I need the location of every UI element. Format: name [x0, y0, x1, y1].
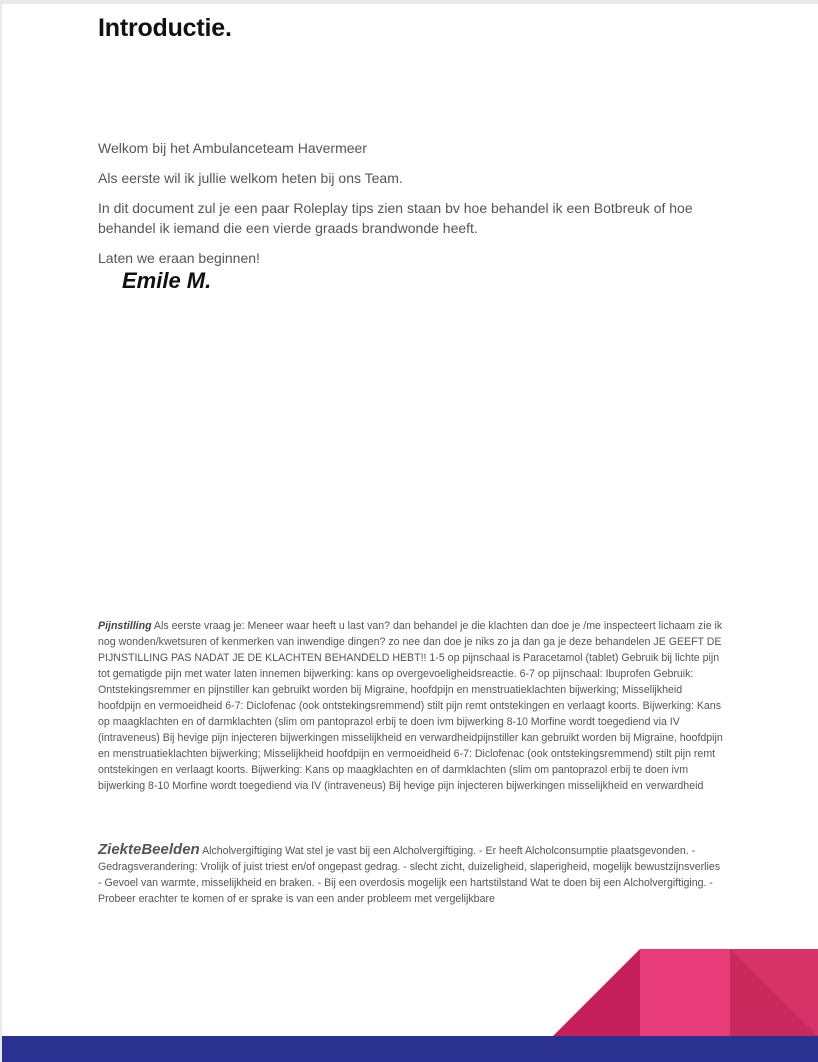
- intro-start: Laten we eraan beginnen!: [98, 250, 260, 266]
- page-title: Introductie.: [98, 14, 232, 42]
- intro-greeting: Als eerste wil ik jullie welkom heten bij ons Team.: [98, 170, 403, 186]
- ziektebeelden-label: ZiekteBeelden: [98, 841, 200, 858]
- deco-dark-triangle: [553, 949, 640, 1036]
- intro-welcome: Welkom bij het Ambulanceteam Havermeer: [98, 140, 367, 156]
- pijnstilling-text: Als eerste vraag je: Meneer waar heeft u last van? dan behandel je die klachten dan doe je /me inspecteert lichaam zie ik nog wonden/kwetsuren of kenmerken van inwendige dingen? zo nee dan doe je niks zo ja dan ga je deze behandelen JE GEEFT DE PIJNSTILLING PAS NADAT JE DE KLACHTEN BEHANDELD HEBT!! 1-5 op pijnschaal is Paracetamol (tablet) Gebruik bij lichte pijn tot gematigde pijn met water laten innemen bijwerking: kans op overgevoeligheidsreactie. 6-7 op pijnschaal: Ibuprofen Gebruik: Ontstekingsremmer en pijnstiller kan gebruikt worden bij Migraine, hoofdpijn en menstruatieklachten bijwerking; Misselijkheid hoofdpijn en vermoeidheid 6-7: Diclofenac (ook ontstekingsremmend) stilt pijn remt ontstekingen en verlaagt koorts. Bijwerking: Kans op maagklachten en of darmklachten (slim om pantoprazol erbij te doen ivm bijwerking 8-10 Morfine wordt toegediend via IV (intraveneus) Bij hevige pijn injecteren bijwerkingen misselijkheid en verwardheidpijnstiller kan gebruikt worden bij Migraine, hoofdpijn en menstruatieklachten bijwerking; Misselijkheid hoofdpijn en vermoeidheid 6-7: Diclofenac (ook ontstekingsremmend) stilt pijn remt ontstekingen en verlaagt koorts. Bijwerking: Kans op maagklachten en of darmklachten (slim om pantoprazol erbij te doen ivm bijwerking 8-10 Morfine wordt toegediend via IV (intraveneus) Bij hevige pijn injecteren bijwerkingen misselijkheid en verwardheid: [98, 620, 723, 792]
- footer-bar: [2, 1036, 818, 1062]
- document-page: [2, 4, 818, 1062]
- deco-mid-block: [640, 949, 730, 1036]
- pijnstilling-label: Pijnstilling: [98, 620, 152, 632]
- footer-decoration: [2, 4, 818, 1062]
- intro-description: In dit document zul je een paar Roleplay tips zien staan bv hoe behandel ik een Botbreuk of hoe behandel ik iemand die een vierde graads brandwonde heeft.: [98, 200, 693, 236]
- ziektebeelden-text: Alcholvergiftiging Wat stel je vast bij een Alcholvergiftiging. - Er heeft Alcholconsumptie plaatsgevonden. - Gedragsverandering: Vrolijk of juist triest en/of ongepast gedrag. - slecht zicht, duizeligheid, slaperigheid, mogelijk bewustzijnsverlies - Gevoel van warmte, misselijkheid en braken. - Bij een overdosis mogelijk een hartstilstand Wat te doen bij een Alcholvergiftiging. - Probeer erachter te komen of er sprake is van een ander probleem met vergelijkbare: [98, 845, 721, 905]
- author-signature: Emile M.: [122, 268, 212, 293]
